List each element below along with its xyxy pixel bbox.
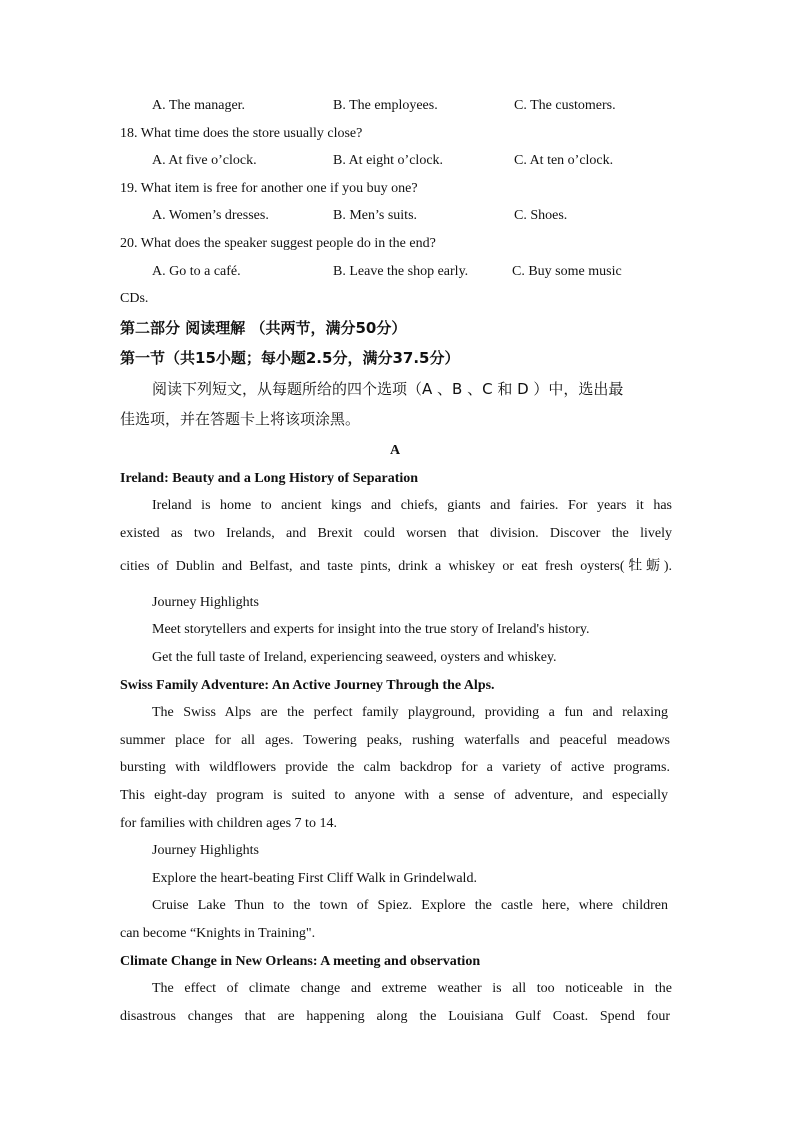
- passage-letter: A: [390, 443, 401, 458]
- climate-para-line-1: The effect of climate change and extreme weather is all too noticeable in the: [152, 981, 672, 996]
- q20-option-c-wrap: CDs.: [120, 291, 149, 306]
- q19-option-a: A. Women’s dresses.: [152, 208, 269, 223]
- swiss-highlight-2-wrap: can become “Knights in Training".: [120, 926, 316, 941]
- ireland-para-line-2: existed as two Irelands, and Brexit could worsen that division. Discover the lively: [120, 526, 672, 541]
- swiss-para-line-5: for families with children ages 7 to 14.: [120, 816, 337, 831]
- q18-option-b: B. At eight o’clock.: [333, 153, 444, 168]
- ireland-highlight-2: Get the full taste of Ireland, experiencing seaweed, oysters and whiskey.: [152, 650, 557, 665]
- ireland-highlights-label: Journey Highlights: [152, 595, 259, 610]
- swiss-highlights-label: Journey Highlights: [152, 843, 259, 858]
- swiss-para-line-4: This eight-day program is suited to anyone with a sense of adventure, and especially: [120, 788, 668, 803]
- ireland-title: Ireland: Beauty and a Long History of Separation: [120, 471, 419, 486]
- section1-heading: 第一节（共15小题；每小题2.5分，满分37.5分）: [120, 349, 460, 367]
- q20-question: 20. What does the speaker suggest people do in the end?: [120, 236, 436, 251]
- q19-option-c: C. Shoes.: [514, 208, 568, 223]
- q20-option-c: C. Buy some music: [512, 264, 622, 279]
- q20-option-a: A. Go to a café.: [152, 264, 241, 279]
- q17-option-c: C. The customers.: [514, 98, 616, 113]
- instruction-line-2: 佳选项，并在答题卡上将该项涂黑。: [120, 410, 361, 428]
- ireland-highlight-1: Meet storytellers and experts for insight into the true story of Ireland's history.: [152, 622, 590, 637]
- q17-option-b: B. The employees.: [333, 98, 438, 113]
- swiss-title: Swiss Family Adventure: An Active Journey Through the Alps.: [120, 678, 495, 693]
- q20-option-b: B. Leave the shop early.: [333, 264, 469, 279]
- swiss-para-line-2: summer place for all ages. Towering peaks, rushing waterfalls and peaceful meadows: [120, 733, 670, 748]
- climate-title: Climate Change in New Orleans: A meeting and observation: [120, 954, 481, 969]
- q19-option-b: B. Men’s suits.: [333, 208, 418, 223]
- q19-question: 19. What item is free for another one if you buy one?: [120, 181, 418, 196]
- q18-option-a: A. At five o’clock.: [152, 153, 257, 168]
- ireland-para-line-1: Ireland is home to ancient kings and chiefs, giants and fairies. For years it has: [152, 498, 672, 513]
- q17-option-a: A. The manager.: [152, 98, 246, 113]
- swiss-highlight-2: Cruise Lake Thun to the town of Spiez. Explore the castle here, where children: [152, 898, 668, 913]
- instruction-line-1: 阅读下列短文，从每题所给的四个选项（A 、B 、C 和 D ）中，选出最: [152, 380, 624, 398]
- ireland-para-line-3: cities of Dublin and Belfast, and taste pints, drink a whiskey or eat fresh oysters(牡蛎).: [120, 559, 672, 574]
- swiss-highlight-1: Explore the heart-beating First Cliff Walk in Grindelwald.: [152, 871, 477, 886]
- swiss-para-line-1: The Swiss Alps are the perfect family playground, providing a fun and relaxing: [152, 705, 668, 720]
- part2-heading: 第二部分 阅读理解 （共两节，满分50分）: [120, 319, 407, 337]
- q18-option-c: C. At ten o’clock.: [514, 153, 614, 168]
- q18-question: 18. What time does the store usually close?: [120, 126, 363, 141]
- climate-para-line-2: disastrous changes that are happening along the Louisiana Gulf Coast. Spend four: [120, 1009, 670, 1024]
- swiss-para-line-3: bursting with wildflowers provide the calm backdrop for a variety of active programs.: [120, 760, 670, 775]
